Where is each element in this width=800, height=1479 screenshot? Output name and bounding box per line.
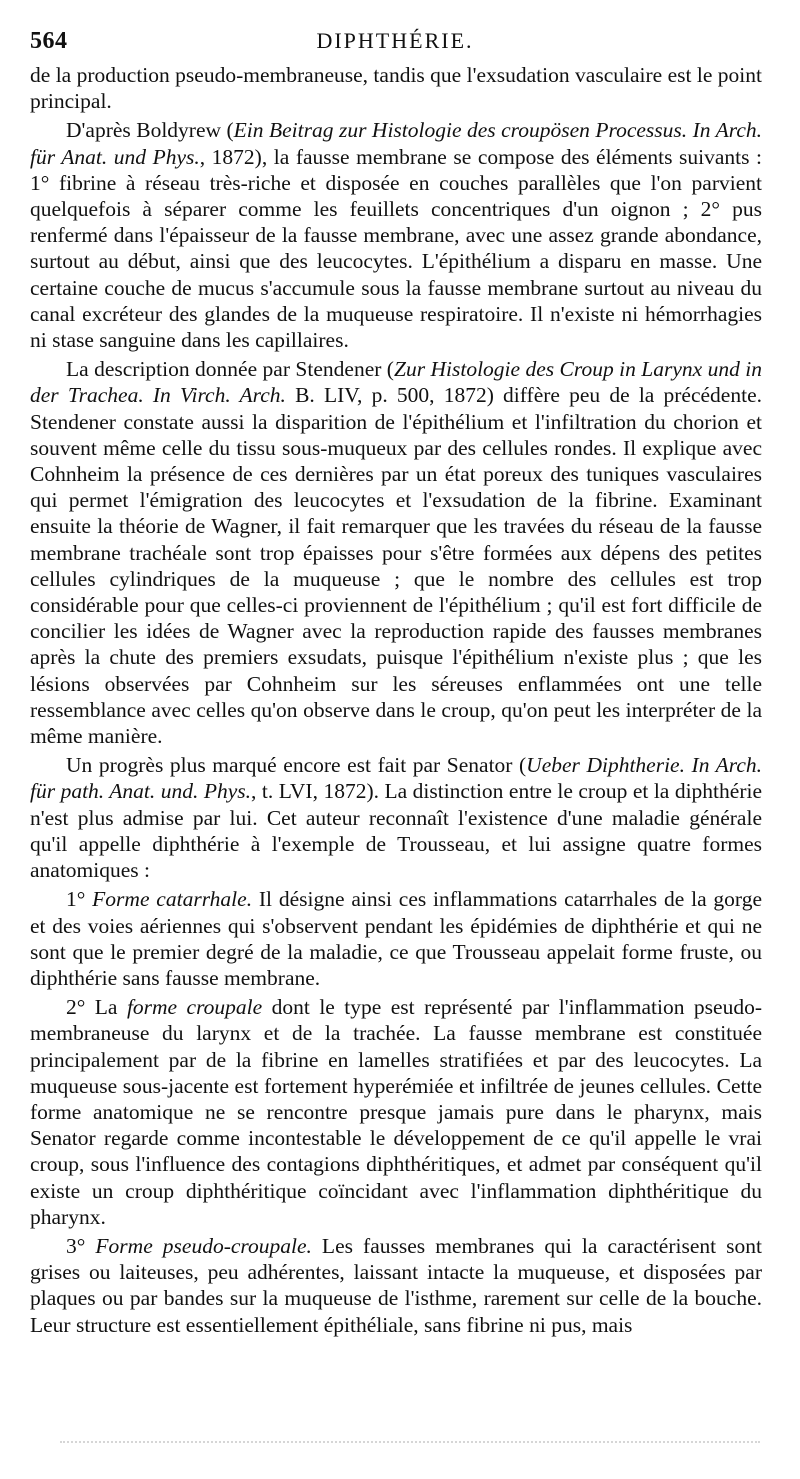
paragraph: D'après Boldyrew (Ein Beitrag zur Histologie des croupösen Processus. In Arch. für Anat. und Phys., 1872), la fausse membrane se compose des éléments suivants : 1° fibrine à réseau très-riche et disposée en couches parallèles que l'on parvient quelquefois à séparer comme les feuillets concentriques d'un oignon ; 2° pus renfermé dans l'épaisseur de la fausse membrane, avec une assez grande abondance, surtout au début, ainsi que des leucocytes. L'épithélium a disparu en masse. Une certaine couche de mucus s'accumule sous la fausse membrane surtout au niveau du canal excréteur des glandes de la muqueuse respiratoire. Il n'existe ni hémorrhagies ni stase sanguine dans les capillaires. (30, 118, 762, 353)
page-header (30, 28, 760, 58)
running-title: DIPHTHÉRIE. (316, 28, 474, 53)
paragraph: 2° La forme croupale dont le type est représenté par l'inflammation pseudo-membraneuse du larynx et de la trachée. La fausse membrane est constituée principalement par de la fibrine en lamelles stratifiées et par des leucocytes. La muqueuse sous-jacente est fortement hyperémiée et infiltrée de jeunes cellules. Cette forme anatomique ne se rencontre presque jamais pure dans le pharynx, mais Senator regarde comme incontestable le développement de ce qu'il appelle le vrai croup, sous l'influence des contagions diphthéritiques, et admet par conséquent qu'il existe un croup diphthéritique coïncidant avec l'inflammation diphthéritique du pharynx. (30, 995, 762, 1229)
paragraph: Un progrès plus marqué encore est fait par Senator (Ueber Diphtherie. In Arch. für path. Anat. und. Phys., t. LVI, 1872). La distinction entre le croup et la diphthérie n'est plus admise par lui. Cet auteur reconnaît l'existence d'une maladie générale qu'il appelle diphthérie à l'exemple de Trousseau, et lui assigne quatre formes anatomiques : (30, 753, 762, 883)
paragraph: de la production pseudo-membraneuse, tandis que l'exsudation vasculaire est le point principal. (30, 63, 762, 114)
paragraph: 3° Forme pseudo-croupale. Les fausses membranes qui la caractérisent sont grises ou laiteuses, peu adhérentes, laissant intacte la muqueuse, et disposées par plaques ou par bandes sur la muqueuse de l'isthme, rarement sur celle de la bouche. Leur structure est essentiellement épithéliale, sans fibrine ni pus, mais (30, 1233, 762, 1337)
paragraph: La description donnée par Stendener (Zur Histologie des Croup in Larynx und in der Trachea. In Virch. Arch. B. LIV, p. 500, 1872) diffère peu de la précédente. Stendener constate aussi la disparition de l'épithélium et l'infiltration du chorion et souvent même celle du tissu sous-muqueux par des cellules rondes. Il explique avec Cohnheim la présence de ces dernières par un état poreux des tuniques vasculaires qui permet l'émigration des leucocytes et l'exsudation de la fibrine. Examinant ensuite la théorie de Wagner, il fait remarquer que les travées du réseau de la fausse membrane trachéale sont trop épaisses pour s'être formées aux dépens des petites cellules cylindriques de la muqueuse ; que le nombre des cellules est trop considérable pour que celles-ci proviennent de l'épithélium ; qu'il est fort difficile de concilier les idées de Wagner avec la reproduction rapide des fausses membranes après la chute des premiers exsudats, puisque l'épithélium n'existe plus ; que les lésions observées par Cohnheim sur les séreuses enflammées ont une telle ressemblance avec celles qu'on observe dans le croup, qu'on peut les interpréter de la même manière. (30, 357, 762, 749)
paragraph: 1° Forme catarrhale. Il désigne ainsi ces inflammations catarrhales de la gorge et des voies aériennes qui s'observent pendant les épidémies de diphthérie et qui ne sont que le premier degré de la maladie, ce que Trousseau appelait forme fruste, ou diphthérie sans fausse membrane. (30, 887, 762, 990)
page-number: 564 (30, 28, 68, 54)
body-text (30, 62, 762, 1341)
scan-specks (60, 1441, 760, 1449)
